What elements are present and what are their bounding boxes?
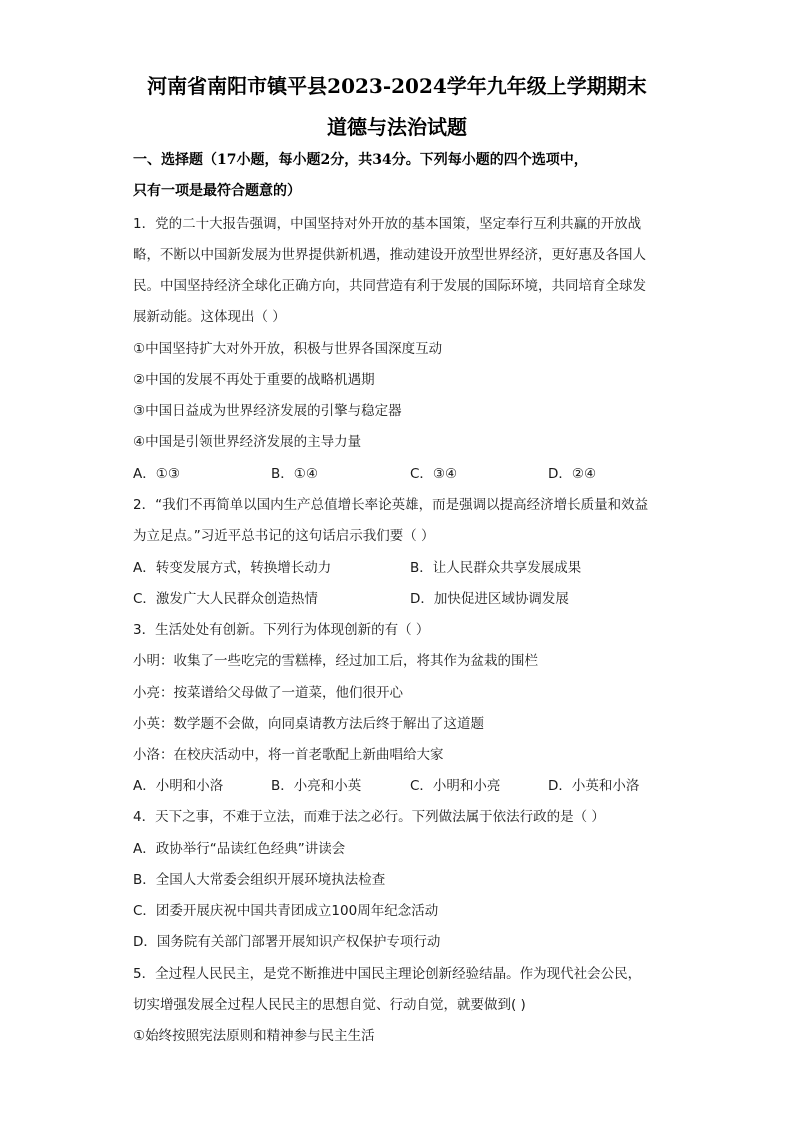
q1-item-3: ③中国日益成为世界经济发展的引擎与稳定器 <box>133 403 402 419</box>
q1-stem-line2: 略，不断以中国新发展为世界提供新机遇，推动建设开放型世界经济，更好惠及各国人 <box>133 247 646 263</box>
q2-option-a: A．转变发展方式，转换增长动力 <box>133 560 332 576</box>
q4-stem: 4．天下之事，不难于立法，而难于法之必行。下列做法属于依法行政的是（ ） <box>133 809 605 825</box>
q3-item-xiaoluo: 小洛：在校庆活动中，将一首老歌配上新曲唱给大家 <box>133 747 444 763</box>
q3-option-a: A．小明和小洛 <box>133 778 224 794</box>
q1-option-b: B．①④ <box>271 466 318 482</box>
section-heading-line1: 一、选择题（17小题，每小题2分，共34分。下列每小题的四个选项中， <box>133 152 588 168</box>
q3-stem: 3．生活处处有创新。下列行为体现创新的有（ ） <box>133 622 430 638</box>
q4-option-b: B．全国人大常委会组织开展环境执法检查 <box>133 872 386 888</box>
exam-subtitle: 道德与法治试题 <box>327 115 467 139</box>
q5-item-1: ①始终按照宪法原则和精神参与民主生活 <box>133 1028 375 1044</box>
q1-option-d: D．②④ <box>548 466 597 482</box>
q4-option-d: D．国务院有关部门部署开展知识产权保护专项行动 <box>133 934 441 950</box>
q5-stem-line1: 5．全过程人民民主，是党不断推进中国民主理论创新经验结晶。作为现代社会公民， <box>133 966 642 982</box>
q3-option-c: C．小明和小亮 <box>410 778 501 794</box>
q3-item-xiaoming: 小明：收集了一些吃完的雪糕棒，经过加工后，将其作为盆栽的围栏 <box>133 653 538 669</box>
q3-option-d: D．小英和小洛 <box>548 778 640 794</box>
q1-item-4: ④中国是引领世界经济发展的主导力量 <box>133 434 362 450</box>
q3-item-xiaoliang: 小亮：按菜谱给父母做了一道菜，他们很开心 <box>133 685 403 701</box>
q4-option-c: C．团委开展庆祝中国共青团成立100周年纪念活动 <box>133 903 439 919</box>
q2-stem-line1: 2．“我们不再简单以国内生产总值增长率论英雄，而是强调以提高经济增长质量和效益 <box>133 497 649 513</box>
section-heading-line2: 只有一项是最符合题意的） <box>133 183 301 199</box>
q3-item-xiaoying: 小英：数学题不会做，向同桌请教方法后终于解出了这道题 <box>133 716 484 732</box>
q1-item-1: ①中国坚持扩大对外开放，积极与世界各国深度互动 <box>133 341 443 357</box>
q4-option-a: A．政协举行“品读红色经典”讲读会 <box>133 841 346 857</box>
q2-option-c: C．激发广大人民群众创造热情 <box>133 591 318 607</box>
q1-stem-line3: 民。中国坚持经济全球化正确方向，共同营造有利于发展的国际环境，共同培育全球发 <box>133 278 646 294</box>
exam-title: 河南省南阳市镇平县2023-2024学年九年级上学期期末 <box>147 74 647 98</box>
q2-option-d: D．加快促进区域协调发展 <box>410 591 569 607</box>
q2-option-b: B．让人民群众共享发展成果 <box>410 560 582 576</box>
q2-stem-line2: 为立足点。”习近平总书记的这句话启示我们要（ ） <box>133 528 435 544</box>
q5-stem-line2: 切实增强发展全过程人民民主的思想自觉、行动自觉，就要做到( ) <box>133 997 526 1013</box>
q1-option-a: A．①③ <box>133 466 180 482</box>
q1-item-2: ②中国的发展不再处于重要的战略机遇期 <box>133 372 375 388</box>
q1-stem-line1: 1．党的二十大报告强调，中国坚持对外开放的基本国策，坚定奉行互利共赢的开放战 <box>133 216 642 232</box>
q1-option-c: C．③④ <box>410 466 458 482</box>
q1-stem-line4: 展新动能。这体现出（ ） <box>133 309 286 325</box>
q3-option-b: B．小亮和小英 <box>271 778 362 794</box>
